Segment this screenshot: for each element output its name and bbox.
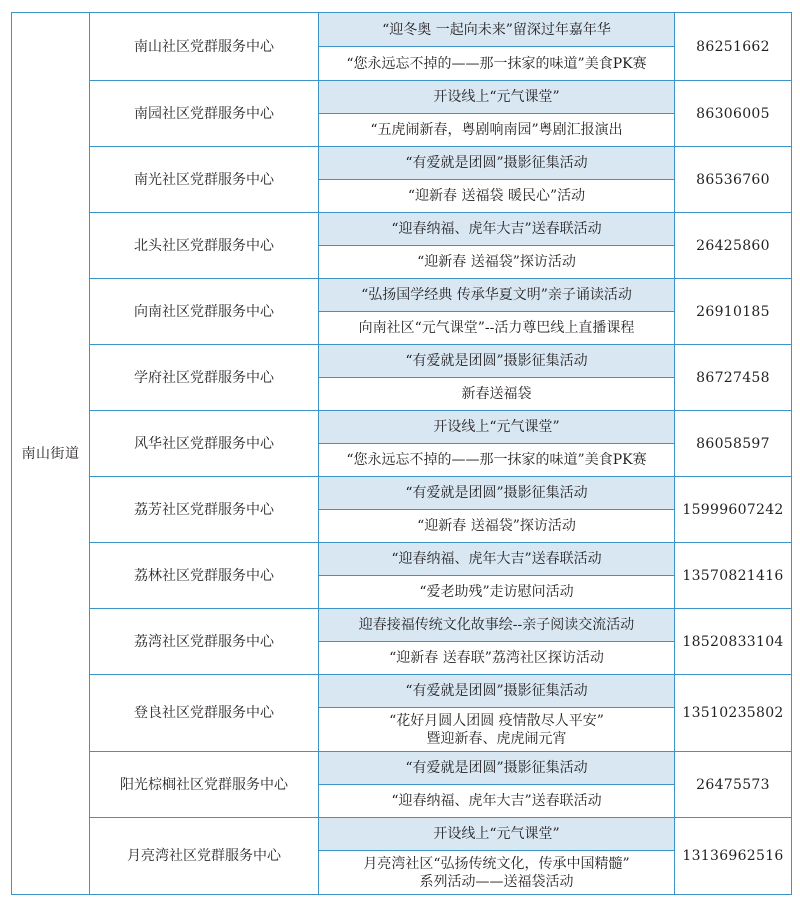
activity-cell <box>319 576 675 609</box>
activity-cell <box>319 444 675 477</box>
activity-cell <box>319 81 675 114</box>
center-name-cell: 南园社区党群服务中心 <box>90 81 319 147</box>
activity-cell <box>319 675 675 708</box>
table-row <box>12 752 792 785</box>
activity-cell <box>319 114 675 147</box>
table-row <box>12 279 792 312</box>
phone-number-cell: 86727458 <box>675 345 792 411</box>
activity-cell <box>319 13 675 47</box>
activity-cell <box>319 642 675 675</box>
table-row <box>12 147 792 180</box>
center-name-cell: 登良社区党群服务中心 <box>90 675 319 752</box>
activity-text: 向南社区“元气课堂”--活力尊巴线上直播课程 <box>358 320 635 336</box>
activity-text: 开设线上“元气课堂” <box>433 89 560 105</box>
phone-number-cell: 15999607242 <box>675 477 792 543</box>
center-name-cell: 南光社区党群服务中心 <box>90 147 319 213</box>
table-row <box>12 411 792 444</box>
activity-text: “迎冬奥 一起向未来”留深过年嘉年华 <box>382 21 611 38</box>
table-row <box>12 609 792 642</box>
activity-text: 开设线上“元气课堂” <box>433 419 560 435</box>
activity-text: “迎春纳福、虎年大吉”送春联活动 <box>391 793 602 809</box>
activity-cell <box>319 147 675 180</box>
center-name-cell: 荔芳社区党群服务中心 <box>90 477 319 543</box>
phone-number-cell: 86251662 <box>675 13 792 81</box>
activity-cell <box>319 213 675 246</box>
activity-cell <box>319 477 675 510</box>
activity-text: “有爱就是团圆”摄影征集活动 <box>405 485 588 501</box>
activity-text: 月亮湾社区“弘扬传统文化，传承中国精髓” <box>363 855 630 872</box>
activity-text: 系列活动——送福袋活动 <box>419 873 574 890</box>
phone-number-cell: 18520833104 <box>675 609 792 675</box>
street-name-cell: 南山街道 <box>12 13 90 895</box>
schedule-body <box>12 13 792 895</box>
activity-text: 开设线上“元气课堂” <box>433 826 560 842</box>
center-name-cell: 向南社区党群服务中心 <box>90 279 319 345</box>
activity-cell <box>319 785 675 818</box>
phone-number-cell: 13510235802 <box>675 675 792 752</box>
center-name-cell: 风华社区党群服务中心 <box>90 411 319 477</box>
activity-cell <box>319 851 675 895</box>
activity-cell <box>319 180 675 213</box>
table-row <box>12 818 792 851</box>
activity-text: 暨迎新春、虎虎闹元宵 <box>426 730 567 747</box>
activity-cell <box>319 411 675 444</box>
activity-text: “您永远忘不掉的——那一抹家的味道”美食PK赛 <box>346 55 647 72</box>
table-row <box>12 345 792 378</box>
table-row <box>12 675 792 708</box>
center-name-cell: 荔林社区党群服务中心 <box>90 543 319 609</box>
activity-text: “有爱就是团圆”摄影征集活动 <box>405 683 588 699</box>
activity-cell <box>319 609 675 642</box>
center-name-cell: 南山社区党群服务中心 <box>90 13 319 81</box>
activity-text: “迎新春 送福袋 暖民心”活动 <box>407 188 586 204</box>
activity-text: “迎春纳福、虎年大吉”送春联活动 <box>391 221 602 237</box>
table-row <box>12 543 792 576</box>
activity-cell <box>319 818 675 851</box>
activity-schedule-table <box>11 12 792 895</box>
table-row <box>12 13 792 47</box>
table-row <box>12 477 792 510</box>
activity-cell <box>319 543 675 576</box>
activity-text: “您永远忘不掉的——那一抹家的味道”美食PK赛 <box>346 452 647 468</box>
activity-text: 迎春接福传统文化故事绘--亲子阅读交流活动 <box>358 617 635 633</box>
center-name-cell: 北头社区党群服务中心 <box>90 213 319 279</box>
activity-text: “五虎闹新春，粤剧响南园”粤剧汇报演出 <box>370 122 623 138</box>
activity-cell <box>319 378 675 411</box>
phone-number-cell: 86058597 <box>675 411 792 477</box>
activity-cell <box>319 752 675 785</box>
table-row <box>12 213 792 246</box>
center-name-cell: 月亮湾社区党群服务中心 <box>90 818 319 895</box>
activity-cell <box>319 708 675 752</box>
activity-text: “爱老助残”走访慰问活动 <box>419 584 574 600</box>
phone-number-cell: 13136962516 <box>675 818 792 895</box>
center-name-cell: 阳光棕榈社区党群服务中心 <box>90 752 319 818</box>
phone-number-cell: 26910185 <box>675 279 792 345</box>
phone-number-cell: 13570821416 <box>675 543 792 609</box>
activity-text: “有爱就是团圆”摄影征集活动 <box>405 760 588 776</box>
activity-text: 新春送福袋 <box>461 386 532 402</box>
activity-text: “有爱就是团圆”摄影征集活动 <box>405 353 588 369</box>
activity-cell <box>319 47 675 81</box>
phone-number-cell: 26425860 <box>675 213 792 279</box>
table-row <box>12 81 792 114</box>
activity-text: “弘扬国学经典 传承华夏文明”亲子诵读活动 <box>361 287 632 303</box>
phone-number-cell: 26475573 <box>675 752 792 818</box>
activity-text: “迎新春 送福袋”探访活动 <box>417 518 576 534</box>
phone-number-cell: 86536760 <box>675 147 792 213</box>
activity-cell <box>319 246 675 279</box>
activity-text: “花好月圆人团圆 疫情散尽人平安” <box>389 712 604 729</box>
activity-text: “迎新春 送春联”荔湾社区探访活动 <box>389 650 604 666</box>
activity-cell <box>319 312 675 345</box>
activity-text: “迎新春 送福袋”探访活动 <box>417 254 576 270</box>
activity-cell <box>319 510 675 543</box>
activity-cell <box>319 279 675 312</box>
center-name-cell: 荔湾社区党群服务中心 <box>90 609 319 675</box>
phone-number-cell: 86306005 <box>675 81 792 147</box>
activity-cell <box>319 345 675 378</box>
activity-text: “迎春纳福、虎年大吉”送春联活动 <box>391 551 602 567</box>
center-name-cell: 学府社区党群服务中心 <box>90 345 319 411</box>
activity-text: “有爱就是团圆”摄影征集活动 <box>405 155 588 171</box>
